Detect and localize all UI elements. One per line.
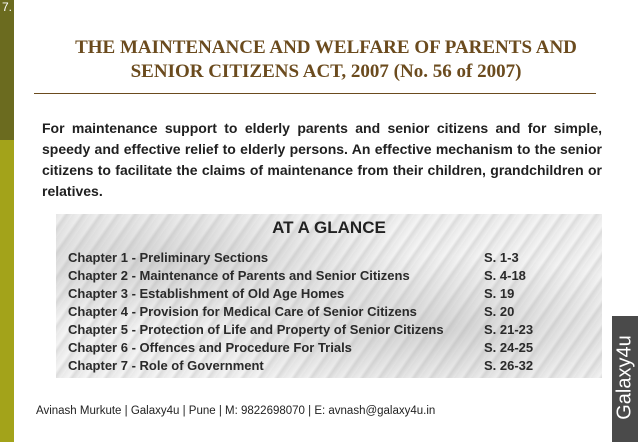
- chapter-sections: S. 26-32: [484, 358, 534, 373]
- slide-title: [40, 36, 612, 84]
- chapter-row: [68, 304, 598, 322]
- left-accent-bar-top: [0, 0, 14, 140]
- chapter-name: Chapter 2 - Maintenance of Parents and Senior Citizens: [68, 268, 410, 283]
- left-accent-bar-bottom: [0, 140, 14, 442]
- chapter-name: Chapter 1 - Preliminary Sections: [68, 250, 269, 265]
- chapter-sections: S. 21-23: [484, 322, 534, 337]
- chapter-sections: S. 1-3: [484, 250, 519, 265]
- chapter-row: [68, 322, 598, 340]
- title-divider: [34, 93, 596, 94]
- footer-contact: Avinash Murkute | Galaxy4u | Pune | M: 9822698070 | E: avnash@galaxy4u.in: [36, 405, 436, 417]
- chapter-name: Chapter 6 - Offences and Procedure For Trials: [68, 340, 352, 355]
- intro-paragraph: For maintenance support to elderly parents and senior citizens and for simple, speedy and effective relief to elderly persons. An effective mechanism to the senior citizens to facilitate the claims of maintenance from their children, grandchildren or relatives.: [42, 120, 602, 199]
- brand-logo-text: Galaxy4u: [613, 335, 636, 420]
- slide-number: 7.: [2, 0, 13, 14]
- chapter-row: [68, 250, 598, 268]
- at-a-glance-panel: [56, 214, 602, 378]
- chapter-sections: S. 20: [484, 304, 515, 319]
- chapter-row: [68, 286, 598, 304]
- chapter-sections: S. 4-18: [484, 268, 526, 283]
- left-accent-bar: [0, 0, 14, 442]
- chapter-row: [68, 268, 598, 286]
- chapter-name: Chapter 4 - Provision for Medical Care of Senior Citizens: [68, 304, 417, 319]
- chapter-name: Chapter 5 - Protection of Life and Property of Senior Citizens: [68, 322, 444, 337]
- chapter-name: Chapter 3 - Establishment of Old Age Homes: [68, 286, 345, 301]
- chapter-sections: S. 19: [484, 286, 515, 301]
- chapter-name: Chapter 7 - Role of Government: [68, 358, 264, 373]
- at-a-glance-title: AT A GLANCE: [272, 218, 386, 237]
- slide-title-line-2: SENIOR CITIZENS ACT, 2007 (No. 56 of 2007): [130, 61, 522, 82]
- chapter-row: [68, 358, 598, 376]
- slide-title-line-1: THE MAINTENANCE AND WELFARE OF PARENTS AND: [75, 37, 577, 58]
- brand-tab: [612, 316, 638, 442]
- chapter-sections: S. 24-25: [484, 340, 534, 355]
- chapter-row: [68, 340, 598, 358]
